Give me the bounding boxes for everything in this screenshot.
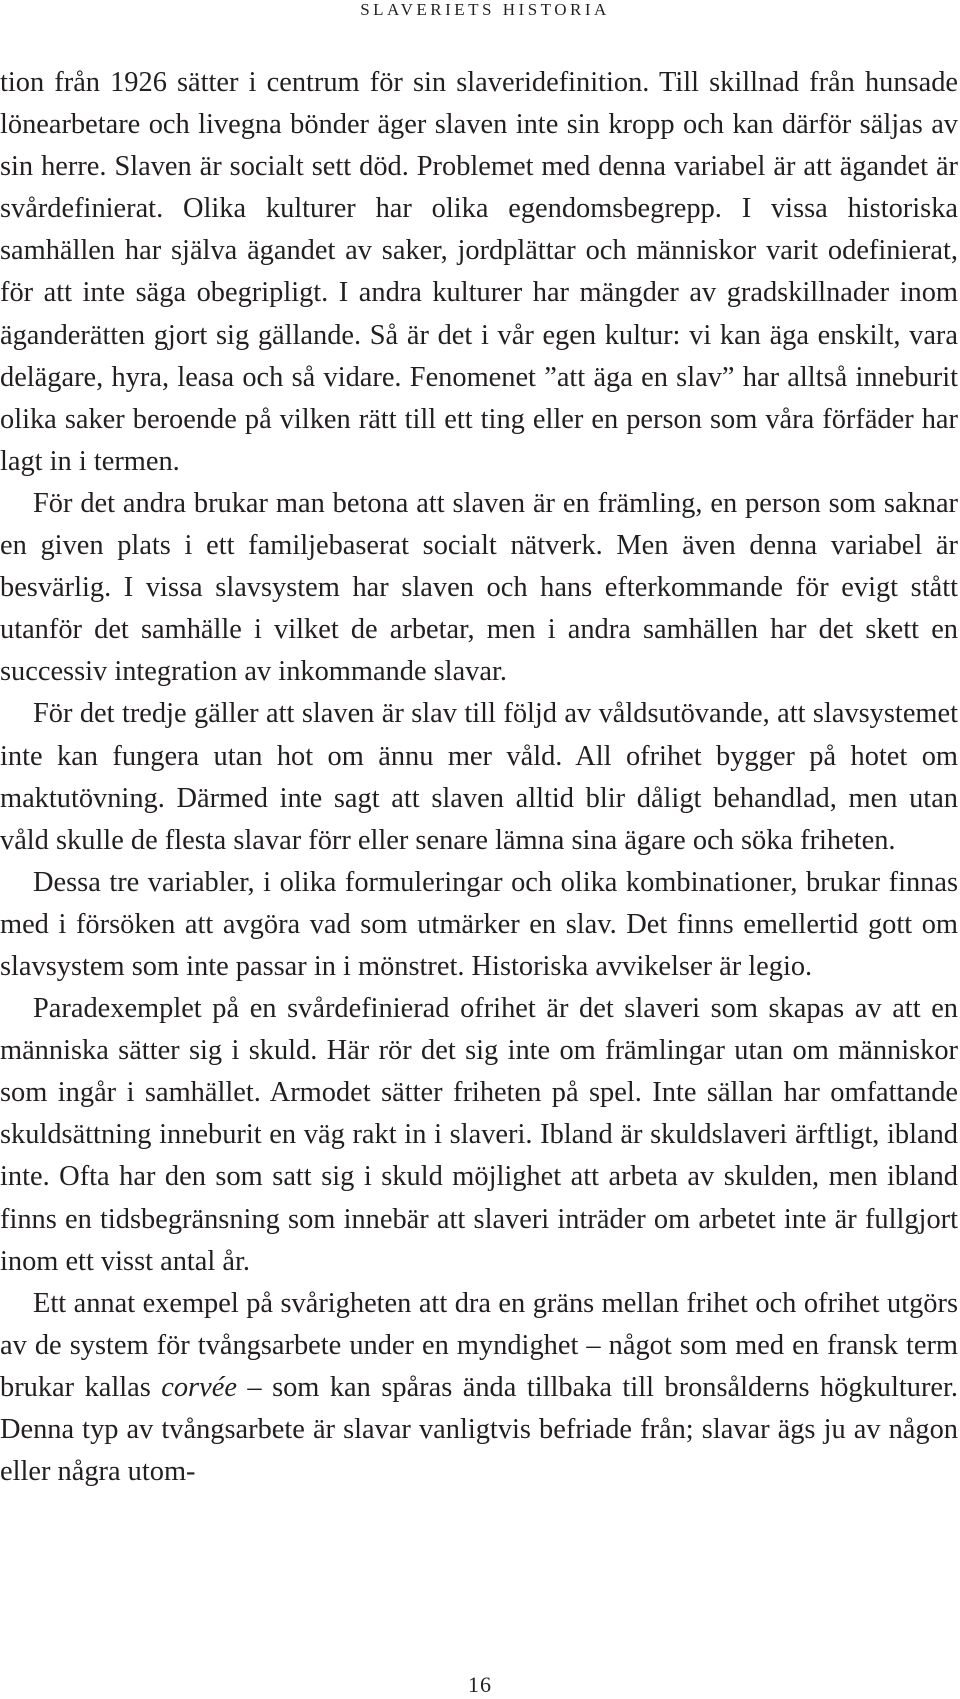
running-head: SLAVERIETS HISTORIA <box>360 0 610 19</box>
paragraph: För det andra brukar man betona att slaven är en främling, en person som saknar en given plats i ett familjebaserat socialt nätverk. Men även denna variabel är besvärlig. I vissa slavsystem har slaven och hans efterkommande för evigt stått utanför det samhälle i vilket de arbetar, men i andra samhällen har det skett en successiv integration av inkommande slavar. <box>0 487 958 688</box>
emphasized-term: corvée <box>161 1371 237 1403</box>
paragraph <box>0 1283 958 1493</box>
paragraph: tion från 1926 sätter i centrum för sin slaveridefinition. Till skillnad från hunsade lönearbetare och livegna bönder äger slaven inte sin kropp och kan därför säljas av sin herre. Slaven är socialt sett död. Problemet med denna variabel är att ägandet är svårdefinierat. Olika kulturer har olika egendomsbegrepp. I vissa historiska samhällen har själva ägandet av saker, jordplättar och människor varit odefinierat, för att inte säga obegripligt. I andra kulturer har mängder av gradskillnader inom äganderätten gjort sig gällande. Så är det i vår egen kultur: vi kan äga enskilt, vara delägare, hyra, leasa och så vidare. Fenomenet ”att äga en slav” har alltså inneburit olika saker beroende på vilken rätt till ett ting eller en person som våra förfäder har lagt in i termen. <box>0 67 958 477</box>
paragraph-text: – som kan spåras ända tillbaka till bronsålderns högkulturer. Denna typ av tvångsarbete är slavar vanligtvis befriade från; slavar ägs ju av någon eller några utom- <box>0 1371 958 1488</box>
paragraph: För det tredje gäller att slaven är slav till följd av våldsutövande, att slavsystemet inte kan fungera utan hot om ännu mer våld. All ofrihet bygger på hotet om maktutövning. Därmed inte sagt att slaven alltid blir dåligt behandlad, men utan våld skulle de flesta slavar förr eller senare lämna sina ägare och söka friheten. <box>0 698 958 856</box>
page-number: 16 <box>468 1672 492 1697</box>
paragraph-text: Ett annat exempel på svårigheten att dra en gräns mellan frihet och ofrihet utgörs av de system för tvångsarbete under en myndighet – något som med en fransk term brukar kallas <box>0 1287 958 1403</box>
paragraph: Paradexemplet på en svårdefinierad ofrihet är det slaveri som skapas av att en människa sätter sig i skuld. Här rör det sig inte om främlingar utan om människor som ingår i samhället. Armodet sätter friheten på spel. Inte sällan har omfattande skuldsättning inneburit en väg rakt in i slaveri. Ibland är skuldslaveri ärftligt, ibland inte. Ofta har den som satt sig i skuld möjlighet att arbeta av skulden, men ibland finns en tidsbegränsning som innebär att slaveri inträder om arbetet inte är fullgjort inom ett visst antal år. <box>0 993 958 1277</box>
paragraph: Dessa tre variabler, i olika formuleringar och olika kombinationer, brukar finnas med i försöken att avgöra vad som utmärker en slav. Det finns emellertid gott om slavsystem som inte passar in i mönstret. Historiska avvikelser är legio. <box>0 866 958 982</box>
body-text <box>0 62 958 1493</box>
